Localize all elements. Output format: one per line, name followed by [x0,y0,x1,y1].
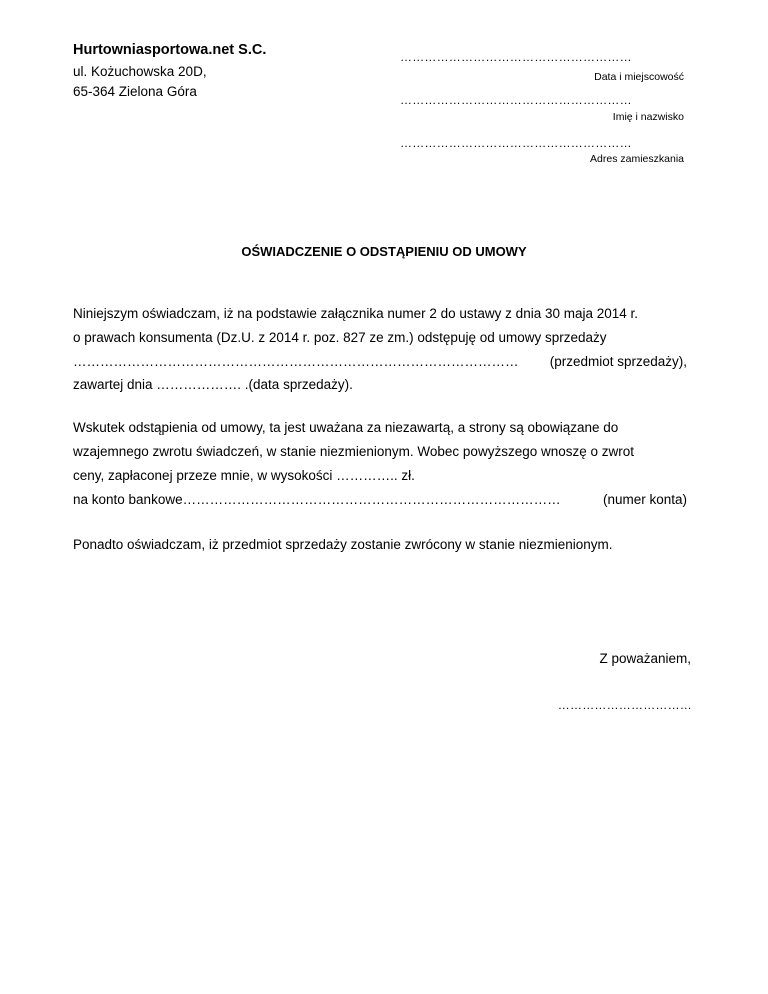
signature-dots: …………………………… [557,698,692,712]
paragraph2-line3: ceny, zapłaconej przeze mnie, w wysokości ………….. zł. [73,468,415,483]
paragraph1-line1: Niniejszym oświadczam, iż na podstawie załącznika numer 2 do ustawy z dnia 30 maja 2014 r. [73,306,639,321]
paragraph3: Ponadto oświadczam, iż przedmiot sprzedaży zostanie zwrócony w stanie niezmienionym. [73,537,613,552]
company-name: Hurtowniasportowa.net S.C. [73,42,267,58]
paragraph1-line2: o prawach konsumenta (Dz.U. z 2014 r. poz. 827 ze zm.) odstępuję od umowy sprzedaży [73,330,607,345]
closing-text: Z poważaniem, [599,651,691,666]
paragraph1-line3 [73,354,687,369]
name-caption: Imię i nazwisko [612,111,684,123]
company-street: ul. Kożuchowska 20D, [73,64,207,79]
paragraph2-line1: Wskutek odstąpienia od umowy, ta jest uważana za niezawartą, a strony są obowiązane do [73,420,619,435]
paragraph2-line2: wzajemnego zwrotu świadczeń, w stanie niezmienionym. Wobec powyższego wnoszę o zwrot [73,444,635,459]
company-city: 65-364 Zielona Góra [73,84,197,99]
subject-dots: ……………………………………………………………………………………… [73,354,519,369]
date-place-caption: Data i miejscowość [594,71,684,83]
subject-label: (przedmiot sprzedaży), [549,354,687,369]
address-caption: Adres zamieszkania [590,153,684,165]
document-title: OŚWIADCZENIE O ODSTĄPIENIU OD UMOWY [241,244,527,259]
paragraph2-line4 [73,492,687,507]
address-dots: ………………………………………………… [400,136,632,150]
bank-account-prefix: na konto bankowe………………………………………………………………………… [73,492,561,507]
bank-account-label: (numer konta) [602,492,687,507]
name-dots: ………………………………………………… [400,93,632,107]
paragraph1-line4: zawartej dnia ………………. .(data sprzedaży). [73,377,353,392]
date-place-dots: ………………………………………………… [400,50,632,64]
